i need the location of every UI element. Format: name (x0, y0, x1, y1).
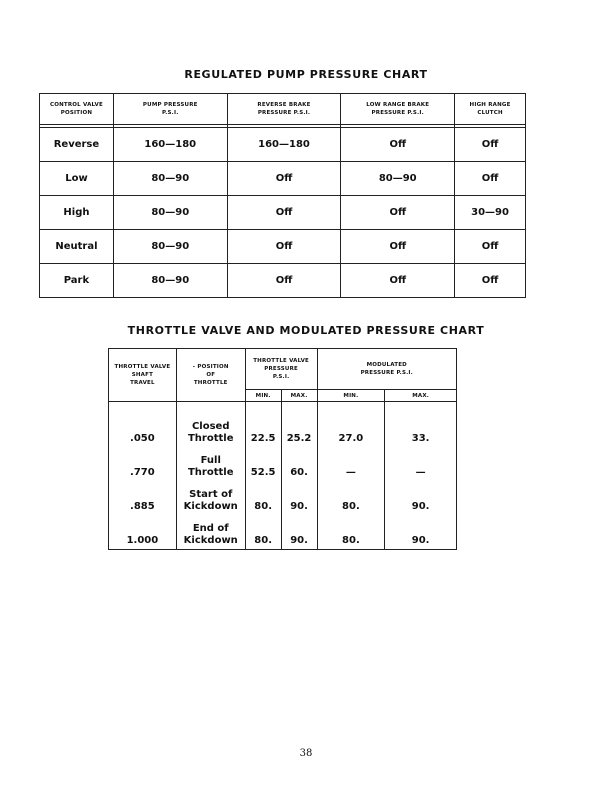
header-mod-max: MAX. (385, 390, 457, 402)
header-position-of-throttle: - POSITION OF THROTTLE (176, 349, 245, 402)
page-number: 38 (299, 748, 313, 759)
table-cell: Off (227, 196, 341, 230)
table-cell: Off (341, 196, 455, 230)
table-cell: Off (227, 230, 341, 264)
throttle-chart-title: THROTTLE VALVE AND MODULATED PRESSURE CHART (127, 324, 485, 337)
header-tv-max: MAX. (281, 390, 317, 402)
table-row (109, 513, 457, 550)
table-cell: Reverse (40, 128, 114, 162)
table-cell: 80—90 (113, 162, 227, 196)
table-cell: End of Kickdown (176, 513, 245, 550)
header-modulated-pressure: MODULATED PRESSURE P.S.I. (317, 349, 456, 390)
table-cell: 90. (281, 479, 317, 513)
header-shaft-travel: THROTTLE VALVE SHAFT TRAVEL (109, 349, 177, 402)
table-cell: High (40, 196, 114, 230)
regulated-chart-title: REGULATED PUMP PRESSURE CHART (184, 68, 428, 81)
table-cell: 1.000 (109, 513, 177, 550)
table-cell: 160—180 (227, 128, 341, 162)
header-tv-min: MIN. (245, 390, 281, 402)
table-row (40, 196, 526, 230)
table-row (109, 445, 457, 479)
table-cell: Off (455, 264, 526, 298)
table-cell: Off (341, 230, 455, 264)
table-cell: 80—90 (341, 162, 455, 196)
table-cell: .885 (109, 479, 177, 513)
throttle-valve-modulated-pressure-table (108, 348, 457, 550)
table-row (109, 405, 457, 445)
table-cell: 80. (245, 479, 281, 513)
table-cell: Off (341, 264, 455, 298)
table-cell: Full Throttle (176, 445, 245, 479)
table-cell: 22.5 (245, 405, 281, 445)
table-row (40, 230, 526, 264)
table-cell: Park (40, 264, 114, 298)
table-row (40, 162, 526, 196)
table-cell: Low (40, 162, 114, 196)
table-cell: 90. (385, 513, 457, 550)
table-cell: 80. (317, 513, 385, 550)
table-header-row (109, 349, 457, 390)
table-cell: Off (455, 128, 526, 162)
table-cell: Off (227, 264, 341, 298)
header-reverse-brake-pressure: REVERSE BRAKE PRESSURE P.S.I. (227, 94, 341, 125)
table-row (40, 264, 526, 298)
table-cell: .770 (109, 445, 177, 479)
table-cell: — (317, 445, 385, 479)
table-cell: Off (341, 128, 455, 162)
header-pump-pressure: PUMP PRESSURE P.S.I. (113, 94, 227, 125)
header-high-range-clutch: HIGH RANGE CLUTCH (455, 94, 526, 125)
table-cell: 25.2 (281, 405, 317, 445)
table-row (40, 128, 526, 162)
table-cell: Off (227, 162, 341, 196)
header-control-valve-position: CONTROL VALVE POSITION (40, 94, 114, 125)
table-cell: Start of Kickdown (176, 479, 245, 513)
header-throttle-valve-pressure: THROTTLE VALVE PRESSURE P.S.I. (245, 349, 317, 390)
table-cell: 80. (317, 479, 385, 513)
table-cell: Neutral (40, 230, 114, 264)
table-row (109, 479, 457, 513)
table-cell: 27.0 (317, 405, 385, 445)
table-cell: 33. (385, 405, 457, 445)
table-cell: — (385, 445, 457, 479)
table-cell: 30—90 (455, 196, 526, 230)
table-cell: 80—90 (113, 196, 227, 230)
regulated-pump-pressure-table (39, 93, 526, 298)
table-cell: 160—180 (113, 128, 227, 162)
table-cell: 52.5 (245, 445, 281, 479)
header-mod-min: MIN. (317, 390, 385, 402)
table-cell: 80—90 (113, 264, 227, 298)
table-cell: .050 (109, 405, 177, 445)
table-cell: 80. (245, 513, 281, 550)
table-cell: 90. (281, 513, 317, 550)
table-cell: 90. (385, 479, 457, 513)
table-cell: 80—90 (113, 230, 227, 264)
table-cell: Closed Throttle (176, 405, 245, 445)
header-low-range-brake-pressure: LOW RANGE BRAKE PRESSURE P.S.I. (341, 94, 455, 125)
table-header-row (40, 94, 526, 125)
table-cell: 60. (281, 445, 317, 479)
table-cell: Off (455, 162, 526, 196)
table-cell: Off (455, 230, 526, 264)
